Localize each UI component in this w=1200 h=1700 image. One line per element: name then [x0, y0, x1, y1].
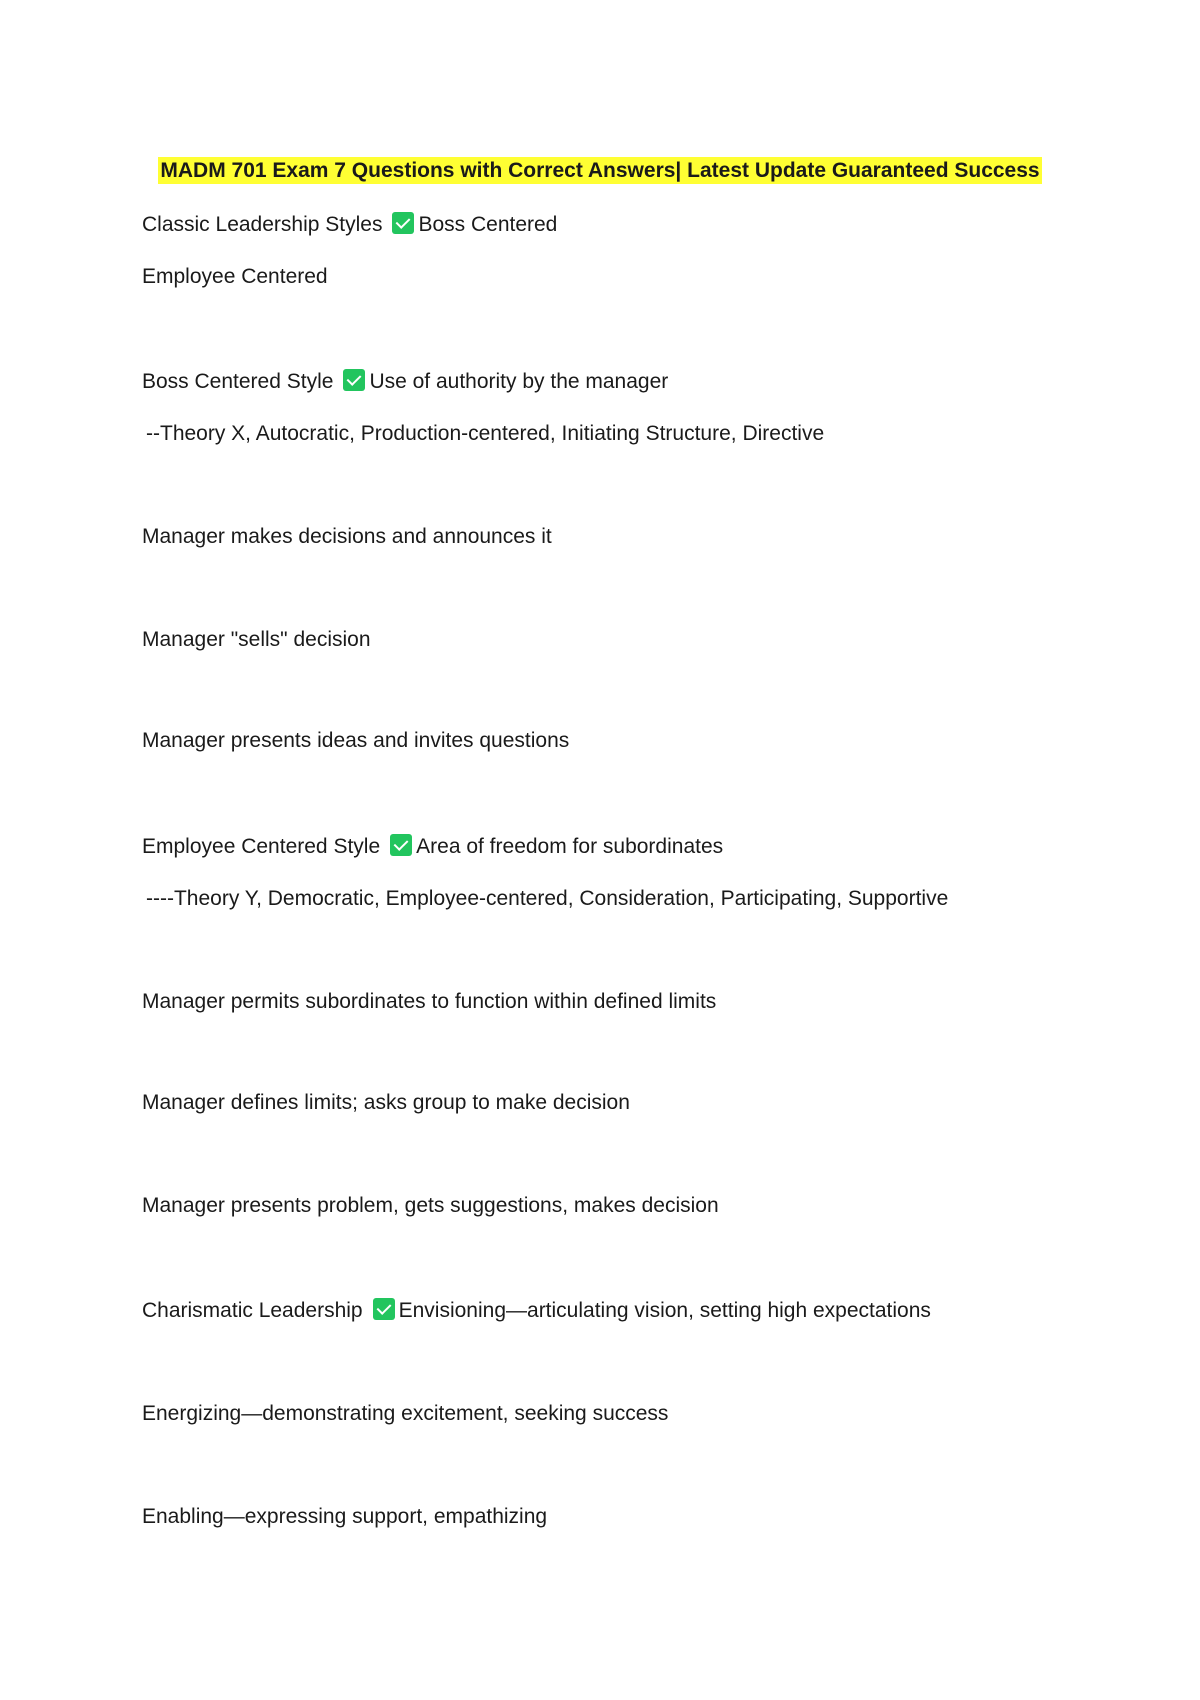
term: Boss Centered Style	[142, 370, 334, 393]
answer-detail: Manager makes decisions and announces it	[142, 525, 552, 548]
answer-detail: Manager presents problem, gets suggestions, makes decision	[142, 1194, 719, 1217]
check-mark-icon	[373, 1298, 395, 1320]
check-mark-icon	[343, 369, 365, 391]
term: Classic Leadership Styles	[142, 213, 383, 236]
answer: Boss Centered	[418, 213, 558, 236]
answer: Area of freedom for subordinates	[416, 835, 724, 858]
answer-detail: Enabling—expressing support, empathizing	[142, 1505, 548, 1528]
qa-classic-leadership-styles	[142, 210, 557, 240]
qa-charismatic-leadership	[142, 1296, 931, 1326]
answer-detail: Manager presents ideas and invites questions	[142, 729, 570, 752]
check-mark-icon	[392, 212, 414, 234]
answer: Use of authority by the manager	[369, 370, 669, 393]
title-highlight: MADM 701 Exam 7 Questions with Correct Answers| Latest Update Guaranteed Success	[160, 159, 1040, 182]
term: Charismatic Leadership	[142, 1299, 363, 1322]
document-title	[0, 156, 1200, 186]
answer-detail: Energizing—demonstrating excitement, seeking success	[142, 1402, 669, 1425]
check-mark-icon	[390, 834, 412, 856]
term: Employee Centered Style	[142, 835, 381, 858]
qa-employee-centered-style	[142, 832, 723, 862]
answer-continuation: Employee Centered	[142, 265, 328, 288]
answer-detail: Manager "sells" decision	[142, 628, 371, 651]
answer-detail: Manager defines limits; asks group to make decision	[142, 1091, 630, 1114]
qa-boss-centered-style	[142, 367, 668, 397]
answer: Envisioning—articulating vision, setting high expectations	[398, 1299, 931, 1322]
answer-detail: --Theory X, Autocratic, Production-centered, Initiating Structure, Directive	[146, 422, 825, 445]
answer-detail: Manager permits subordinates to function within defined limits	[142, 990, 717, 1013]
answer-detail: ----Theory Y, Democratic, Employee-centered, Consideration, Participating, Supportive	[146, 887, 949, 910]
